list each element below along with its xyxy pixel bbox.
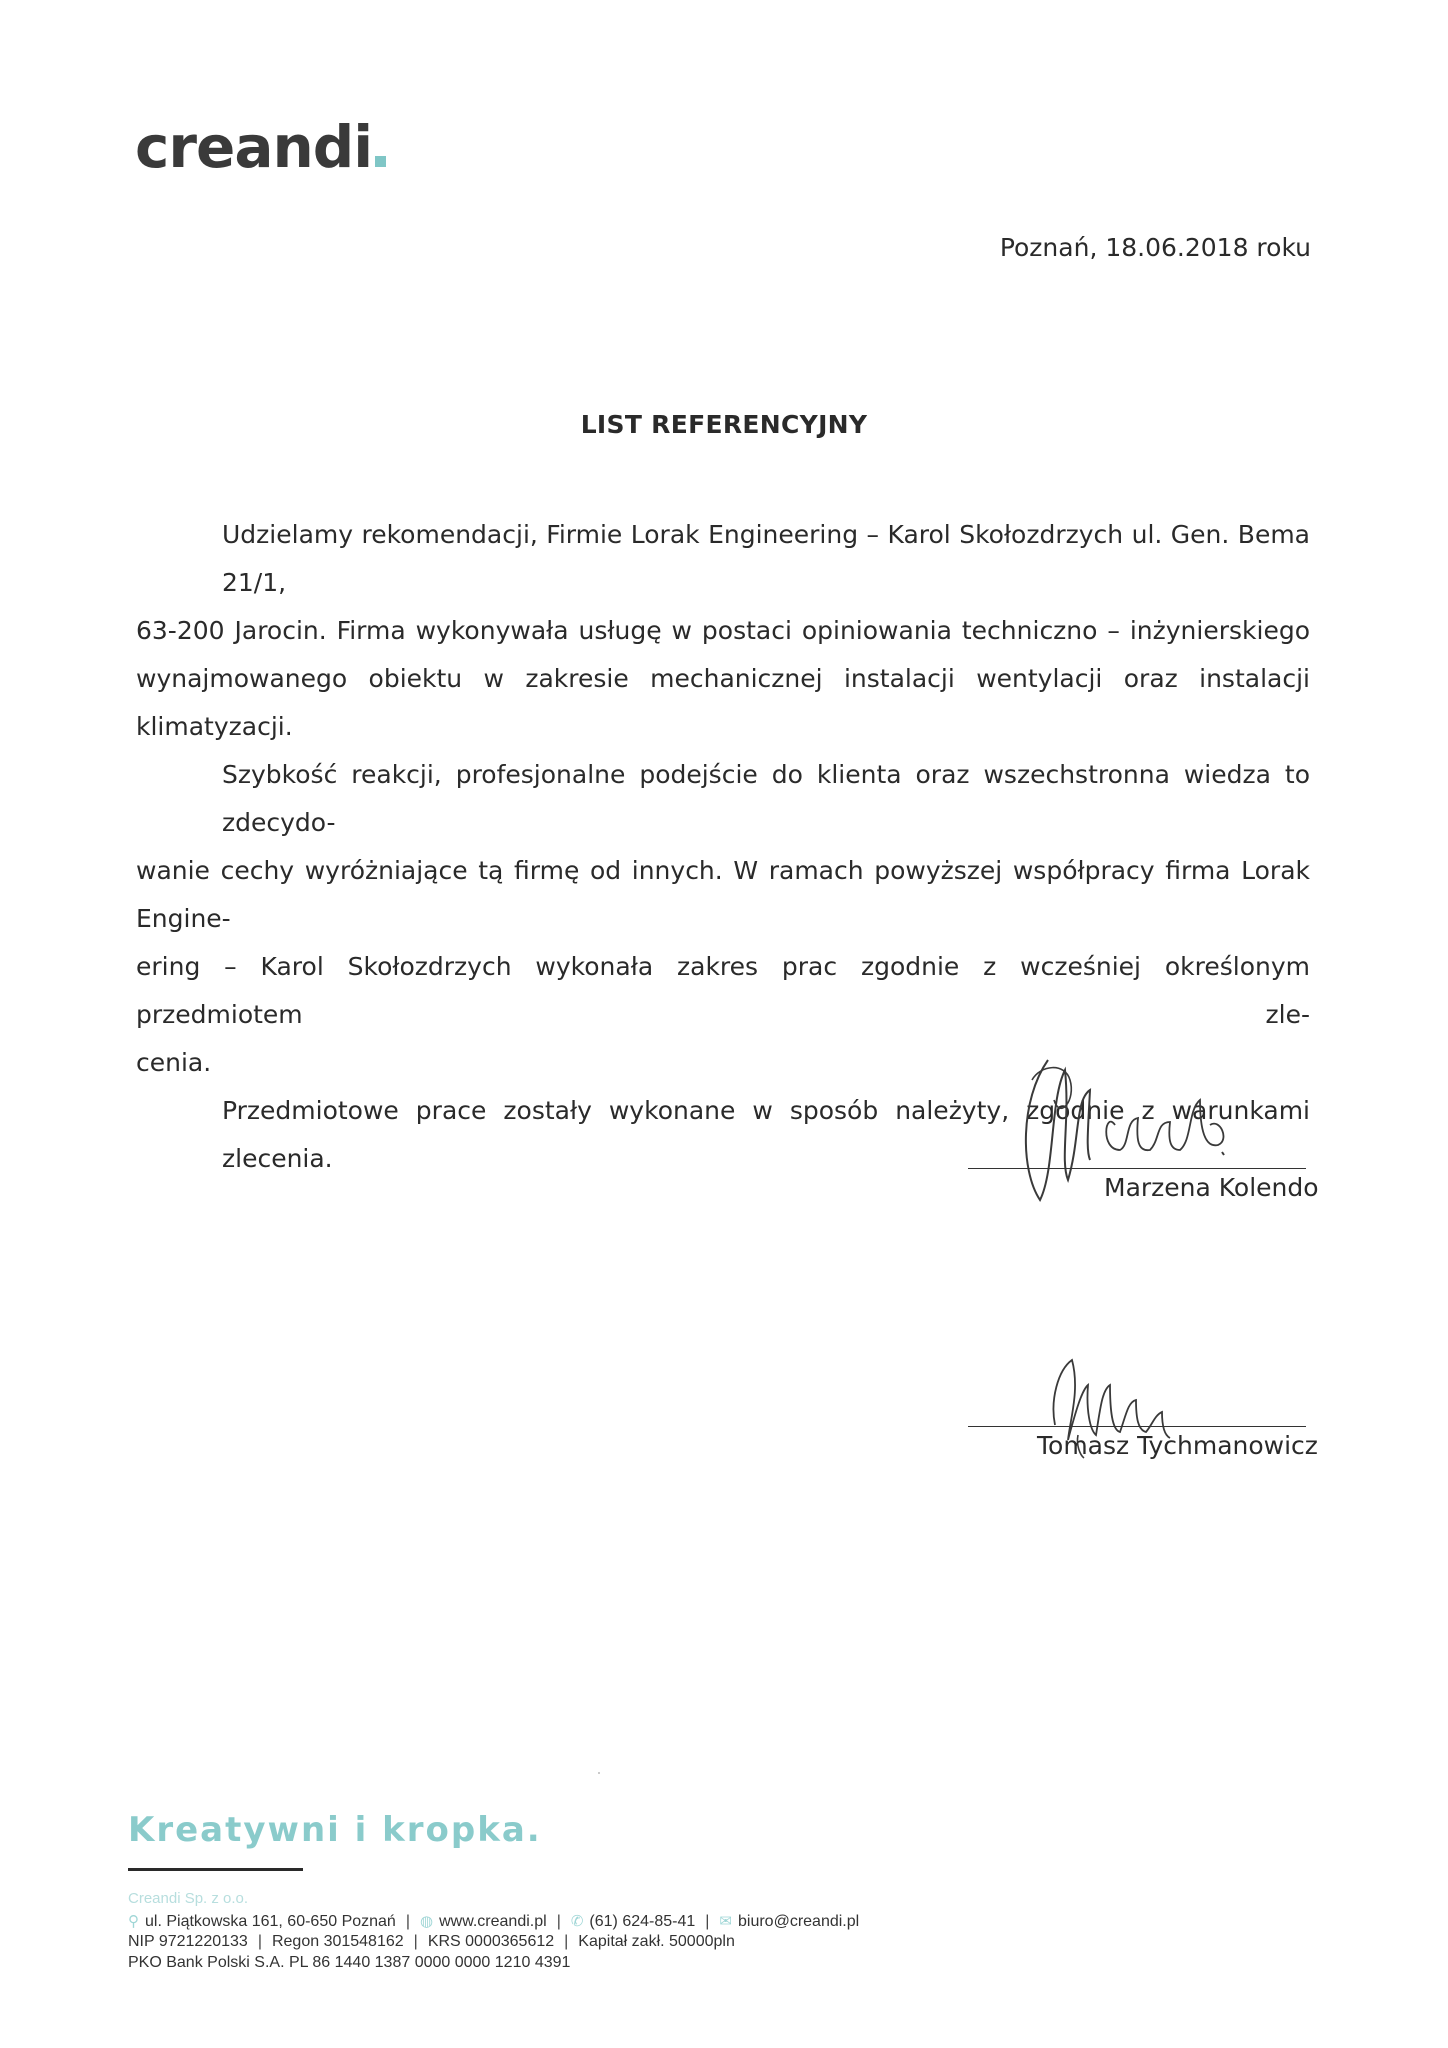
- paragraph-line: cenia.: [136, 1048, 212, 1077]
- footer-registry-row: [128, 1933, 735, 1951]
- paragraph-line: Szybkość reakcji, profesjonalne podejście do klienta oraz wszechstronna wiedza to zdecydo-: [222, 760, 1310, 837]
- paragraph-line: Udzielamy rekomendacji, Firmie Lorak Engineering – Karol Skołozdrzych ul. Gen. Bema 21/1,: [222, 520, 1310, 597]
- paragraph-2: [136, 751, 1310, 1087]
- footer-capital: Kapitał zakł. 50000pln: [578, 1933, 735, 1950]
- signature-1-name: Marzena Kolendo: [1104, 1173, 1319, 1202]
- separator: |: [405, 1913, 410, 1930]
- paper-speck: [598, 1772, 600, 1774]
- paragraph-line: wanie cechy wyróżniające tą firmę od innych. W ramach powyższej współpracy firma Lorak Engine-: [136, 856, 1310, 933]
- footer-address: ul. Piątkowska 161, 60-650 Poznań: [145, 1913, 396, 1930]
- separator: |: [705, 1913, 710, 1930]
- location-pin-icon: ⚲: [128, 1913, 139, 1930]
- letter-date: Poznań, 18.06.2018 roku: [999, 233, 1311, 262]
- separator: |: [413, 1933, 418, 1950]
- separator: |: [564, 1933, 569, 1950]
- signature-2-name: Tomasz Tychmanowicz: [1037, 1431, 1318, 1460]
- logo-text: creandi: [135, 113, 373, 181]
- footer-krs: KRS 0000365612: [427, 1933, 555, 1950]
- footer-bank: PKO Bank Polski S.A. PL 86 1440 1387 0000 0000 1210 4391: [128, 1954, 571, 1971]
- letter-title: LIST REFERENCYJNY: [580, 410, 868, 439]
- footer-email[interactable]: biuro@creandi.pl: [738, 1913, 860, 1930]
- paragraph-line: Przedmiotowe prace zostały wykonane w sposób należyty, zgodnie z warunkami zlecenia.: [222, 1096, 1310, 1173]
- paragraph-1: [136, 511, 1310, 751]
- footer-phone[interactable]: (61) 624-85-41: [589, 1913, 696, 1930]
- separator: |: [257, 1933, 262, 1950]
- logo-dot: [375, 156, 386, 167]
- footer-bank-row: [128, 1954, 570, 1972]
- globe-icon: ◍: [419, 1913, 434, 1930]
- footer-website[interactable]: www.creandi.pl: [439, 1913, 547, 1930]
- separator: |: [556, 1913, 561, 1930]
- paragraph-line: ering – Karol Skołozdrzych wykonała zakres prac zgodnie z wcześniej określonym przedmiotem zle-: [136, 952, 1310, 1029]
- signature-2-line: [968, 1426, 1306, 1427]
- envelope-icon: ✉: [719, 1913, 732, 1930]
- footer-slogan: Kreatywni i kropka.: [128, 1810, 542, 1850]
- phone-icon: ✆: [570, 1913, 584, 1930]
- paragraph-line: 63-200 Jarocin. Firma wykonywała usługę w postaci opiniowania techniczno – inżynierskiego: [136, 616, 1310, 645]
- footer-company: Creandi Sp. z o.o.: [128, 1890, 249, 1907]
- slogan-underline: [128, 1868, 303, 1871]
- paragraph-line: wynajmowanego obiektu w zakresie mechanicznej instalacji wentylacji oraz instalacji klimatyzacji.: [136, 664, 1310, 741]
- signature-1-line: [968, 1168, 1306, 1169]
- footer-regon: Regon 301548162: [271, 1933, 404, 1950]
- footer-contact-row: [128, 1912, 859, 1931]
- footer-nip: NIP 9721220133: [128, 1933, 248, 1950]
- company-logo: [135, 113, 386, 181]
